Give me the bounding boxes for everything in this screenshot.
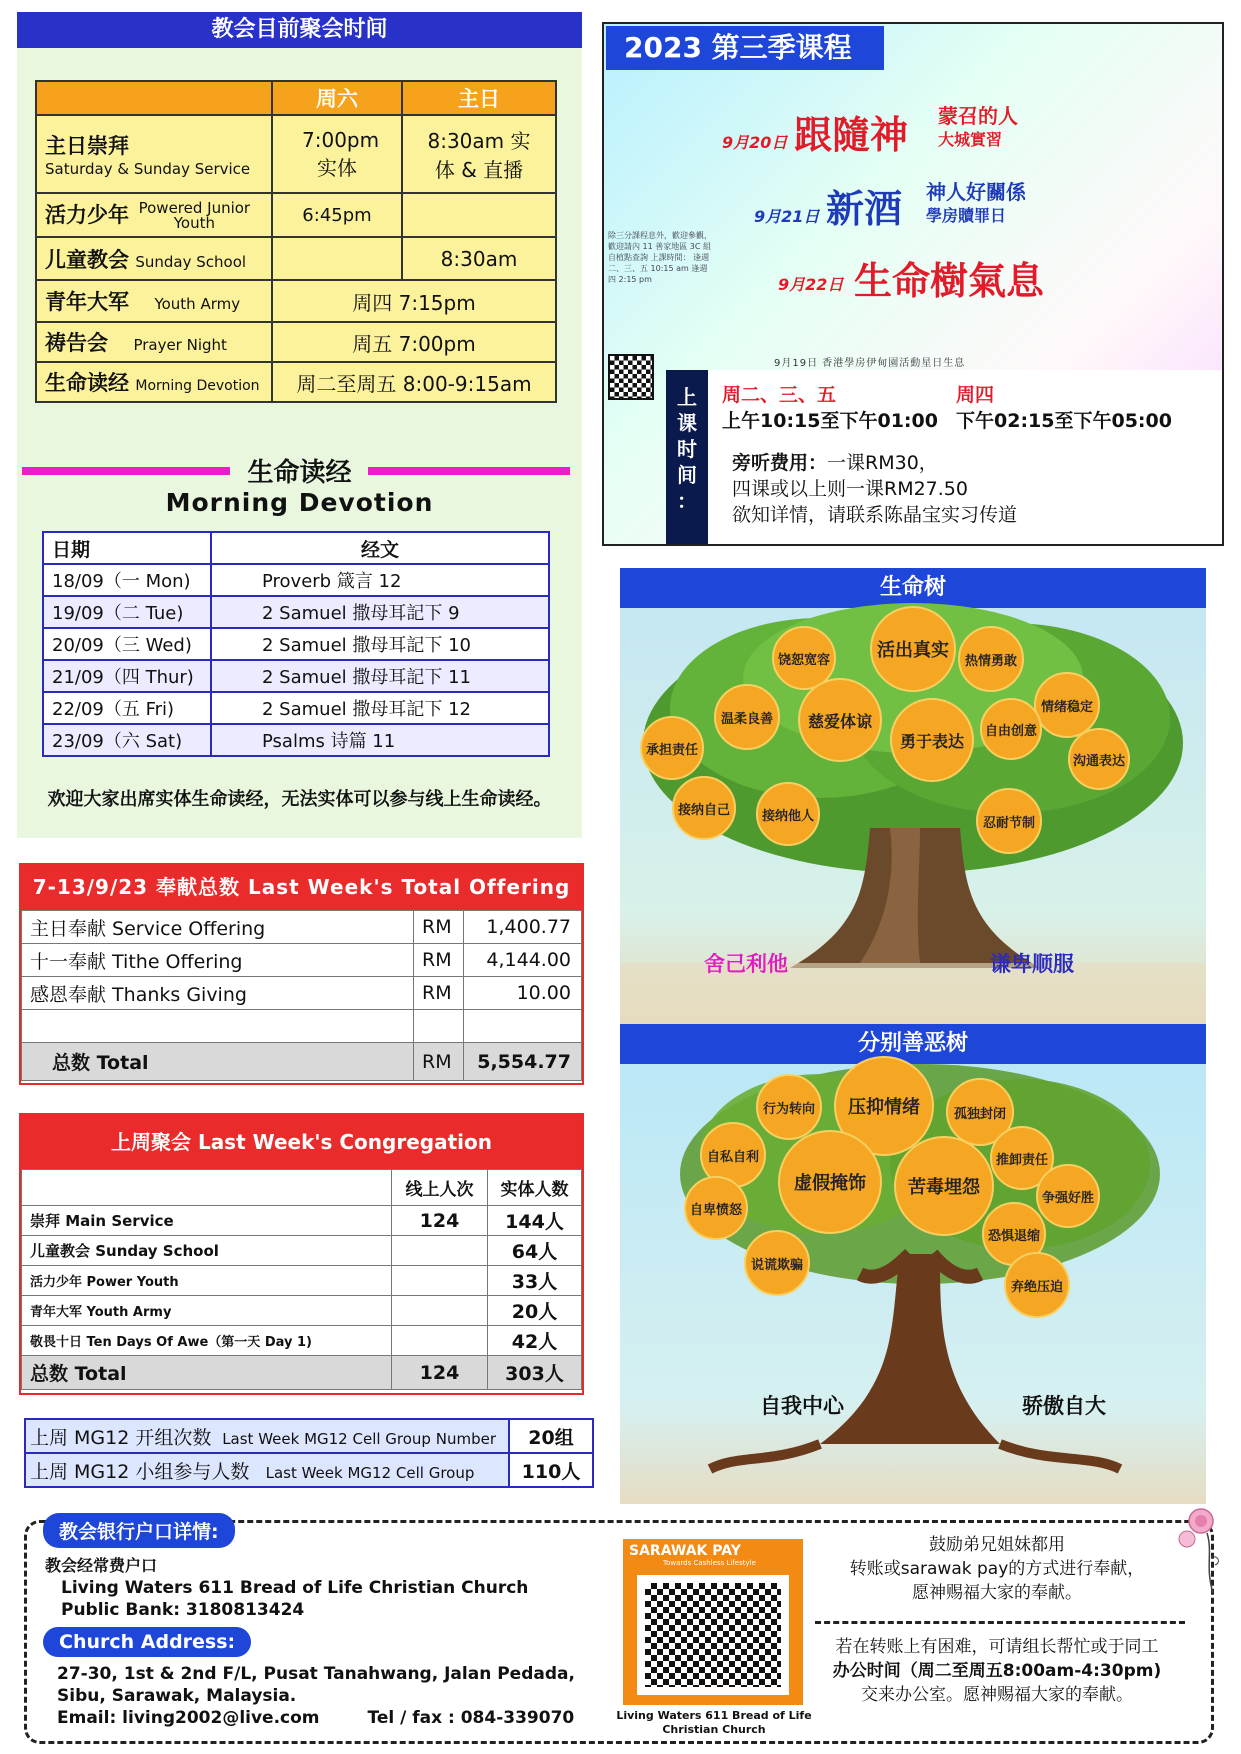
offering-table: [21, 910, 582, 1081]
meeting-label: 主日崇拜 Saturday & Sunday Service: [36, 115, 272, 193]
life-bubble: 承担责任: [640, 716, 704, 780]
mg12-value: 110人: [509, 1453, 593, 1487]
sarawak-pay-logo: SARAWAK PAY: [629, 1543, 741, 1559]
devotion-text: 2 Samuel 撒母耳記下 11: [211, 660, 549, 692]
course-panel: [602, 22, 1224, 546]
congregation-label: 敬畏十日 Ten Days Of Awe（第一天 Day 1): [22, 1326, 392, 1356]
congregation-physical: 64人: [488, 1236, 582, 1266]
evil-bubble: 孤独封闭: [946, 1078, 1014, 1146]
offering-label: 主日奉献 Service Offering: [22, 911, 414, 944]
schedule-label: 上 课 时 间 ：: [666, 370, 708, 546]
schedule-days-2: 周四: [956, 384, 995, 406]
course-sub: 神人好關係: [926, 180, 1026, 204]
offering-panel: [19, 863, 584, 1085]
evil-root-right: 骄傲自大: [1022, 1394, 1106, 1418]
divider: [815, 1621, 1185, 1624]
congregation-label: 儿童教会 Sunday School: [22, 1236, 392, 1266]
meeting-sat: [272, 237, 402, 280]
meeting-times-title: 教会目前聚会时间: [17, 12, 582, 48]
devotion-date: 20/09（三 Wed): [43, 628, 211, 660]
address-title: Church Address:: [43, 1627, 251, 1657]
evil-bubble: 推卸责任: [990, 1126, 1054, 1190]
sarawak-pay-caption: Living Waters 611 Bread of Life Christian Church: [616, 1709, 812, 1736]
life-bubble: 接纳他人: [756, 782, 820, 846]
life-bubble: 活出真实: [870, 606, 956, 692]
church-address: 27-30, 1st & 2nd F/L, Pusat Tanahwang, Jalan Pedada, Sibu, Sarawak, Malaysia. Email: living2002@live.com Tel / fax : 084-339070: [57, 1664, 575, 1728]
meeting-label: 生命读经 Morning Devotion: [36, 362, 272, 402]
course-name: 新酒: [826, 187, 903, 231]
course-fee: 旁听费用：一课RM30， 四课或以上则一课RM27.50 欲知详情，请联系陈晶宝实习传道: [732, 452, 1018, 526]
life-bubble: 温柔良善: [714, 684, 780, 750]
congregation-label: 活力少年 Power Youth: [22, 1266, 392, 1296]
offering-amount: 10.00: [464, 977, 582, 1010]
evil-root-left: 自我中心: [760, 1394, 844, 1418]
col-physical: 实体人数: [488, 1170, 582, 1206]
evil-bubble: 苦毒埋怨: [894, 1136, 994, 1236]
life-bubble: 沟通表达: [1068, 728, 1130, 790]
encouragement-text: 鼓励弟兄姐妹都用 转账或sarawak pay的方式进行奉献， 愿神赐福大家的奉献。: [849, 1535, 1145, 1603]
life-root-right: 谦卑顺服: [990, 952, 1074, 976]
sarawak-pay-card: [623, 1539, 803, 1705]
meeting-label: 祷告会 Prayer Night: [36, 322, 272, 362]
life-bubble: 忍耐节制: [976, 788, 1042, 854]
congregation-online: 124: [392, 1206, 488, 1236]
course-footer: 9月19日 香港學房伊甸園活動星日生息: [774, 358, 966, 369]
life-bubble: 接纳自己: [672, 776, 736, 840]
meeting-time: 周二至周五 8:00-9:15am: [272, 362, 556, 402]
devotion-date: 22/09（五 Fri): [43, 692, 211, 724]
offering-total-amount: 5,554.77: [464, 1043, 582, 1081]
col-date: 日期: [43, 532, 211, 564]
schedule-time-1: 上午10:15至下午01:00: [722, 410, 938, 432]
meeting-sun: [402, 193, 556, 237]
devotion-note: 欢迎大家出席实体生命读经，无法实体可以参与线上生命读经。: [47, 789, 552, 810]
congregation-physical: 42人: [488, 1326, 582, 1356]
transfer-help-text: 若在转账上有困难，可请组长帮忙或于同工 办公时间（周二至周五8:00am-4:30pm) 交来办公室。愿神赐福大家的奉献。: [832, 1637, 1162, 1705]
course-schedule-box: [666, 370, 1222, 546]
devotion-text: 2 Samuel 撒母耳記下 9: [211, 596, 549, 628]
congregation-title: 上周聚会 Last Week's Congregation: [21, 1115, 582, 1169]
congregation-physical: 144人: [488, 1206, 582, 1236]
sarawak-pay-tagline: Towards Cashless Lifestyle: [663, 1559, 756, 1567]
devotion-date: 19/09（二 Tue): [43, 596, 211, 628]
course-name: 跟隨神: [794, 113, 909, 157]
mg12-table: [24, 1418, 594, 1488]
congregation-total-label: 总数 Total: [22, 1356, 392, 1390]
offering-currency: RM: [414, 977, 464, 1010]
course-title: 2023 第三季课程: [606, 26, 884, 70]
congregation-total-physical: 303人: [488, 1356, 582, 1390]
course-sub: 學房贖罪日: [926, 206, 1007, 225]
col-sunday: 主日: [402, 81, 556, 115]
evil-bubble: 压抑情绪: [834, 1056, 934, 1156]
life-bubble: 慈爱体谅: [798, 678, 882, 762]
devotion-date: 18/09（一 Mon): [43, 564, 211, 596]
mg12-label: 上周 MG12 小组参与人数 Last Week MG12 Cell Group: [25, 1453, 509, 1487]
offering-label: 十一奉献 Tithe Offering: [22, 944, 414, 977]
offering-label: 感恩奉献 Thanks Giving: [22, 977, 414, 1010]
devotion-table: [42, 531, 550, 757]
bank-title: 教会银行户口详情:: [43, 1513, 235, 1548]
course-sub: 大城實習: [938, 130, 1003, 149]
congregation-total-online: 124: [392, 1356, 488, 1390]
offering-total-currency: RM: [414, 1043, 464, 1081]
rose-decoration-icon: [1177, 1507, 1227, 1597]
tree-of-knowledge-title: 分别善恶树: [620, 1024, 1206, 1064]
offering-title: 7-13/9/23 奉献总数 Last Week's Total Offering: [21, 865, 582, 910]
life-root-left: 舍己利他: [704, 952, 788, 976]
qr-code-icon[interactable]: [637, 1575, 789, 1695]
mg12-panel: [24, 1418, 594, 1488]
congregation-table: [21, 1169, 582, 1390]
meeting-sat: 6:45pm: [272, 193, 402, 237]
mg12-value: 20组: [509, 1419, 593, 1453]
evil-bubble: 说谎欺骗: [744, 1230, 810, 1296]
evil-bubble: 自卑愤怒: [684, 1176, 748, 1240]
offering-total-label: 总数 Total: [22, 1043, 414, 1081]
course-date: 9月22日: [778, 275, 844, 294]
offering-amount: 1,400.77: [464, 911, 582, 944]
col-saturday: 周六: [272, 81, 402, 115]
evil-bubble: 争强好胜: [1036, 1164, 1100, 1228]
bank-details-panel: [24, 1520, 1214, 1744]
devotion-text: 2 Samuel 撒母耳記下 12: [211, 692, 549, 724]
course-sub: 蒙召的人: [938, 104, 1018, 128]
meeting-time: 周五 7:00pm: [272, 322, 556, 362]
course-notes: 除三分課程息外，歡迎參觀，歡迎請內 11 善家地區 3C 組自植點查詢 上課時間： 逢週二、三、五 10:15 am 逢週四 2:15 pm: [608, 231, 712, 284]
tree-of-life-title: 生命树: [620, 568, 1206, 608]
congregation-label: 崇拜 Main Service: [22, 1206, 392, 1236]
offering-currency: RM: [414, 911, 464, 944]
offering-amount: 4,144.00: [464, 944, 582, 977]
meeting-label: 活力少年 Powered Junior Youth: [36, 193, 272, 237]
bank-account: 教会经常费户口 Living Waters 611 Bread of Life Christian Church Public Bank: 3180813424: [45, 1556, 529, 1620]
course-date: 9月21日: [754, 207, 820, 226]
meeting-time: 周四 7:15pm: [272, 280, 556, 322]
col-text: 经文: [211, 532, 549, 564]
meeting-sat: 7:00pm 实体: [272, 115, 402, 193]
schedule-days-1: 周二、三、五: [722, 384, 837, 406]
congregation-physical: 33人: [488, 1266, 582, 1296]
evil-bubble: 虚假掩饰: [778, 1130, 882, 1234]
congregation-online: [392, 1266, 488, 1296]
evil-bubble: 弃绝压迫: [1004, 1252, 1070, 1318]
congregation-physical: 20人: [488, 1296, 582, 1326]
life-bubble: 情绪稳定: [1034, 672, 1100, 738]
meeting-sun: 8:30am: [402, 237, 556, 280]
tree-of-life-panel: [620, 568, 1206, 1028]
col-online: 线上人次: [392, 1170, 488, 1206]
congregation-label: 青年大军 Youth Army: [22, 1296, 392, 1326]
life-bubble: 饶恕宽容: [772, 626, 836, 690]
mg12-label: 上周 MG12 开组次数 Last Week MG12 Cell Group Number: [25, 1419, 509, 1453]
qr-code-icon: [608, 354, 654, 400]
evil-bubble: 恐惧退缩: [982, 1202, 1046, 1266]
evil-bubble: 自私自利: [700, 1122, 766, 1188]
life-bubble: 勇于表达: [890, 698, 974, 782]
congregation-online: [392, 1296, 488, 1326]
meeting-label: 儿童教会 Sunday School: [36, 237, 272, 280]
devotion-subtitle: Morning Devotion: [165, 488, 434, 517]
life-bubble: 热情勇敢: [958, 626, 1024, 692]
devotion-date: 21/09（四 Thur): [43, 660, 211, 692]
meeting-label: 青年大军 Youth Army: [36, 280, 272, 322]
offering-currency: RM: [414, 944, 464, 977]
congregation-online: [392, 1326, 488, 1356]
devotion-text: Psalms 诗篇 11: [211, 724, 549, 756]
devotion-text: Proverb 箴言 12: [211, 564, 549, 596]
tree-of-knowledge-panel: [620, 1024, 1206, 1504]
course-date: 9月20日: [722, 133, 788, 152]
devotion-title: 生命读经: [247, 458, 352, 488]
congregation-online: [392, 1236, 488, 1266]
life-bubble: 自由创意: [980, 698, 1042, 760]
evil-bubble: 行为转向: [756, 1074, 822, 1140]
course-name: 生命樹氣息: [854, 259, 1045, 303]
devotion-text: 2 Samuel 撒母耳記下 10: [211, 628, 549, 660]
meeting-times-table: [35, 80, 557, 403]
devotion-date: 23/09（六 Sat): [43, 724, 211, 756]
meeting-sun: 8:30am 实体 & 直播: [402, 115, 556, 193]
schedule-time-2: 下午02:15至下午05:00: [956, 410, 1172, 432]
congregation-panel: [19, 1113, 584, 1395]
